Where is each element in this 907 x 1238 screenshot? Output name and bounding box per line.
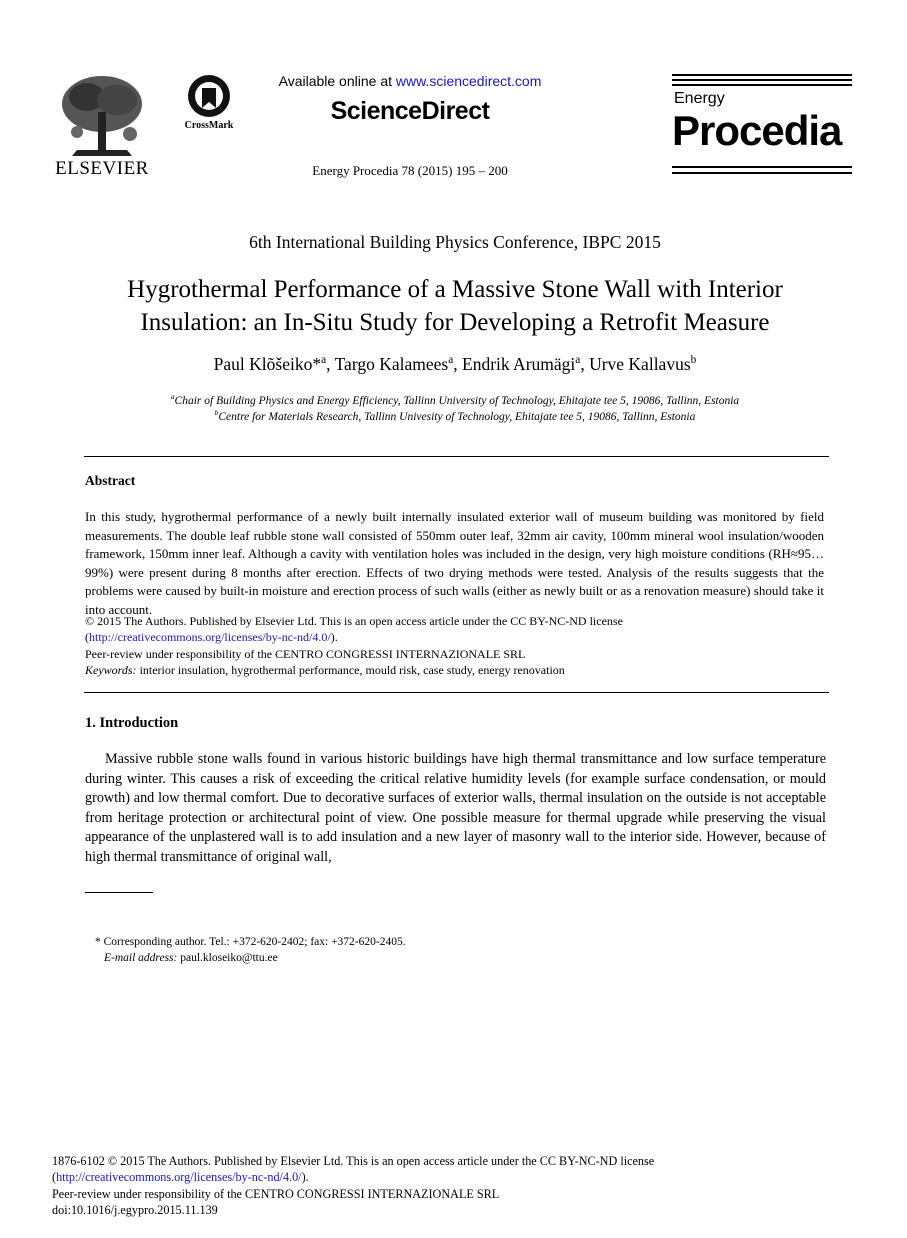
divider — [84, 456, 829, 457]
peer-review-line: Peer-review under responsibility of the CENTRO CONGRESSI INTERNAZIONALE SRL — [85, 646, 526, 661]
title-line: Hygrothermal Performance of a Massive Stone Wall with Interior — [127, 276, 783, 303]
doi[interactable]: doi:10.1016/j.egypro.2015.11.139 — [52, 1202, 218, 1217]
abstract-body: In this study, hygrothermal performance of a newly built internally insulated exterior wall of museum building was monitored by field measurements. The double leaf rubble stone wall consisted of 550mm outer leaf, 32mm air cavity, 100mm mineral wool insulation/wooden framework, 150mm inner leaf. Although a cavity with ventilation holes was included in the design, very high moisture conditions (RH≈95…99%) were present during 8 months after erection. Effects of two drying methods were tested. Analysis of the results suggests that the problems were caused by built-in moisture and erection process of such walls (either as newly built or as a renovation measure) should take it into account. — [85, 509, 824, 617]
paper-title — [40, 273, 870, 339]
keywords-value: interior insulation, hygrothermal performance, mould risk, case study, energy renovation — [139, 662, 565, 677]
abstract-heading: Abstract — [85, 473, 136, 488]
elsevier-wordmark: ELSEVIER — [55, 158, 149, 179]
journal-logo-rule — [672, 172, 852, 174]
journal-logo-energy: Energy — [674, 90, 725, 107]
footer-license-line: (http://creativecommons.org/licenses/by-nc-nd/4.0/). — [52, 1170, 309, 1185]
crossmark-badge[interactable] — [180, 74, 238, 134]
footer-peer-review: Peer-review under responsibility of the CENTRO CONGRESSI INTERNAZIONALE SRL — [52, 1186, 500, 1201]
author: Urve Kallavus$^b$ — [589, 354, 697, 374]
intro-body: Massive rubble stone walls found in various historic buildings have high thermal transmittance and low surface temperature during winter. This causes a risk of exceeding the critical relative humidity levels (for example surface condensation, or mould growth) and low thermal comfort. Due to decorative surfaces of exterior walls, thermal insulation on the outside is not acceptable from heritage protection or architectural point of view. One possible measure for thermal upgrade while preserving the visual appearance of the unplastered wall is to add insulation and a new layer of masonry wall to the interior side. However, because of high thermal transmittance of original wall, — [85, 751, 826, 865]
journal-logo-rule — [672, 79, 852, 81]
section-heading: 1. Introduction — [85, 715, 179, 731]
license-line: (http://creativecommons.org/licenses/by-nc-nd/4.0/). — [85, 630, 338, 645]
journal-logo-rule — [672, 74, 852, 76]
available-prefix: Available online at — [278, 73, 396, 89]
issn-line: 1876-6102 © 2015 The Authors. Published by Elsevier Ltd. This is an open access article under the CC BY-NC-ND license — [52, 1154, 655, 1168]
author: Paul Klõšeiko*$^a$, — [213, 354, 335, 374]
title-line: Insulation: an In-Situ Study for Developing a Retrofit Measure — [140, 309, 770, 336]
affiliation: $^a$Chair of Building Physics and Energy Efficiency, Tallinn University of Technology, Ehitajate tee 5, 19086, Tallinn, Estonia — [170, 392, 740, 407]
available-online — [250, 73, 570, 89]
elsevier-tree-icon — [52, 72, 152, 162]
author: Targo Kalamees$^a$, — [334, 354, 463, 374]
corresponding-author: * Corresponding author. Tel.: +372-620-2402; fax: +372-620-2405. — [95, 936, 406, 948]
abstract-meta — [85, 613, 824, 678]
journal-logo-rule — [672, 166, 852, 168]
copyright-line: © 2015 The Authors. Published by Elsevier Ltd. This is an open access article under the CC BY-NC-ND license — [85, 614, 623, 628]
keywords-label: Keywords: — [85, 662, 137, 677]
author-list — [60, 354, 850, 375]
crossmark-label: CrossMark — [184, 120, 234, 131]
sciencedirect-wordmark: ScienceDirect — [330, 97, 490, 125]
footer-license-link[interactable]: http://creativecommons.org/licenses/by-nc-nd/4.0/ — [56, 1170, 302, 1185]
email-address[interactable]: paul.kloseiko@ttu.ee — [180, 952, 278, 964]
journal-logo — [672, 74, 852, 178]
footnote-rule — [85, 892, 153, 893]
author: Endrik Arumägi$^a$, — [462, 354, 590, 374]
journal-citation: Energy Procedia 78 (2015) 195 – 200 — [312, 163, 508, 178]
affiliation: $^b$Centre for Materials Research, Tallinn Univesity of Technology, Ehitajate tee 5, 19086, Tallinn, Estonia — [214, 408, 696, 423]
keywords-line — [85, 662, 824, 678]
email-label: E-mail address: — [104, 952, 178, 964]
footnote — [95, 934, 795, 966]
elsevier-logo — [52, 72, 152, 180]
sciencedirect-link[interactable]: www.sciencedirect.com — [395, 73, 542, 89]
divider — [84, 692, 829, 693]
journal-logo-rule — [672, 84, 852, 86]
email-line — [95, 950, 795, 966]
affiliations — [40, 393, 870, 425]
license-link[interactable]: http://creativecommons.org/licenses/by-nc-nd/4.0/ — [89, 630, 331, 645]
journal-logo-procedia: Procedia — [672, 107, 842, 154]
conference-name: 6th International Building Physics Conference, IBPC 2015 — [249, 232, 661, 252]
page-footer — [52, 1153, 832, 1218]
crossmark-icon — [186, 74, 232, 118]
